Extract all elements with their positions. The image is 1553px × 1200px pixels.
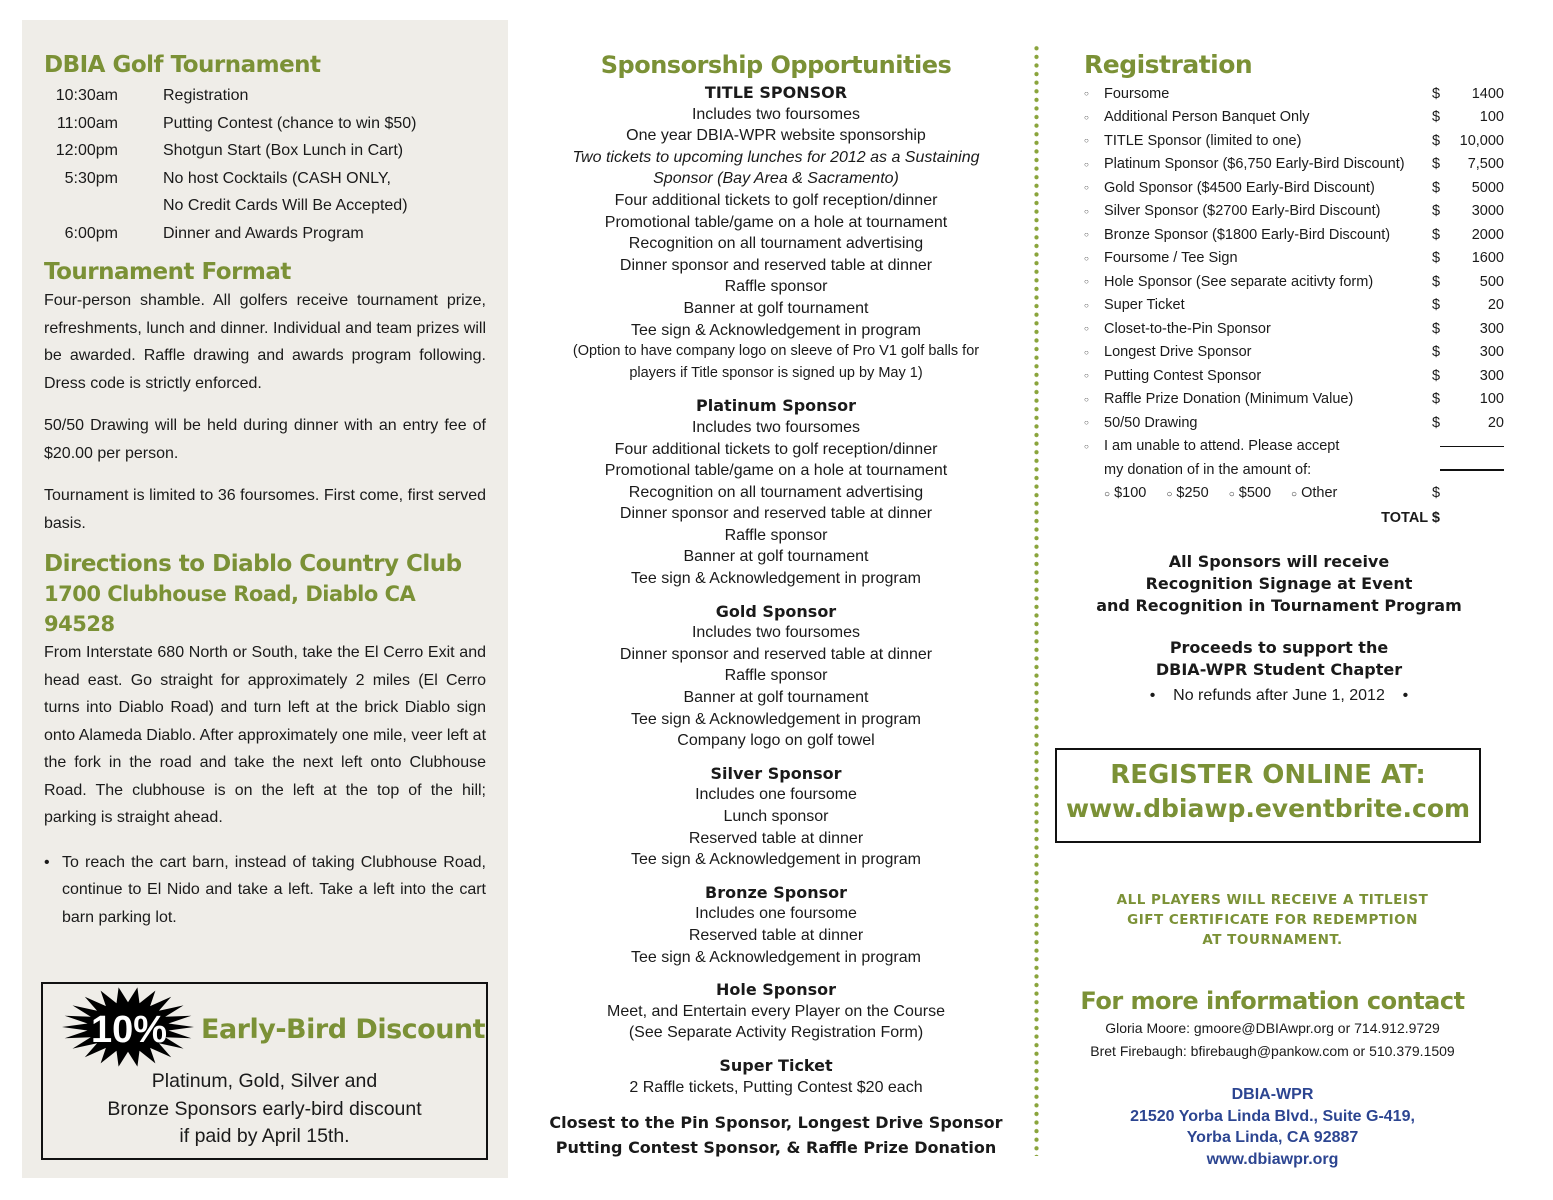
item-label: Raffle Prize Donation (Minimum Value) <box>1104 391 1354 408</box>
early-bird-line: if paid by April 15th. <box>179 1125 350 1147</box>
contact-bret: Bret Firebaugh: bfirebaugh@pankow.com or 510.379.1509 <box>1090 1043 1455 1059</box>
item-label: Closet-to-the-Pin Sponsor <box>1104 320 1271 337</box>
currency-sign: $ <box>1432 344 1441 361</box>
registration-item[interactable] <box>1084 106 1504 130</box>
sponsor-benefit: Reserved table at dinner <box>688 829 864 847</box>
sponsor-benefit: Lunch sponsor <box>723 808 829 825</box>
item-amount: 20 <box>1487 297 1504 314</box>
recognition-line: and Recognition in Tournament Program <box>1096 596 1462 615</box>
schedule <box>44 82 486 247</box>
refund-note: • No refunds after June 1, 2012 • <box>1149 687 1409 704</box>
checkbox[interactable]: ○ <box>1084 324 1089 334</box>
item-amount: 300 <box>1479 344 1504 361</box>
sponsor-benefit: Recognition on all tournament advertising <box>628 235 924 253</box>
item-label: Hole Sponsor (See separate acitivty form) <box>1104 273 1374 290</box>
other-sponsor-line: Putting Contest Sponsor, & Raffle Prize Donation <box>555 1138 997 1158</box>
item-amount: 10,000 <box>1459 132 1504 149</box>
donation-blank[interactable] <box>1440 446 1504 447</box>
proceeds-note <box>1054 637 1504 681</box>
registration-item[interactable] <box>1084 341 1504 365</box>
other-sponsors <box>545 1110 1007 1160</box>
item-amount: 5000 <box>1471 179 1504 196</box>
sponsor-benefit: Company logo on golf towel <box>677 732 875 750</box>
cart-barn-note: • To reach the cart barn, instead of taking Clubhouse Road, continue to El Nido and take a left. Take a left into the cart barn parking lot. <box>44 849 486 932</box>
sponsor-heading: Silver Sponsor <box>710 763 842 783</box>
donation-option-radio[interactable]: ○ Other <box>1291 485 1338 502</box>
currency-sign: $ <box>1432 203 1441 220</box>
registration-column: Registration ○ Foursome $ 1400 ○ Additional Person Banquet Only $ 100 ○ TITLE Sponsor (limited to one) $ 10,000 ○ Platinum Sponsor ($6,750 Early-Bird Discount) $ 7,500 ○ Gold Sponsor ($4500 Early-Bird Discount) $ 5000 ○ Silver Sponsor ($2700 Early-Bird Discount) $ 3000 ○ Bronze Sponsor ($1800 Early-Bird Discount) $ 2000 ○ Foursome / Tee Sign $ 1600 ○ Hole Sponsor (See separate acitivty form) $ 500 ○ Super Ticket $ 20 ○ Closet-to-the-Pin Sponsor $ 300 ○ Longest Drive Sponsor $ 300 ○ Putting Contest Sponsor $ 300 ○ Raffle Prize Donation (Minimum Value) $ 100 ○ 50/50 Drawing $ 20 ○ I am unable to attend. Please accept my donation of in the amount of: ○ $100 ○ $250 ○ $500 ○ Other $ TOTAL $ All Sponsors will receive Recognition Signage at Event and Recognition in Tournament Program Proceeds to support the DBIA-WPR Student Chapter • No refunds after June 1, 2012 • <box>1084 50 1504 705</box>
starburst-icon <box>61 986 196 1068</box>
early-bird-line: Platinum, Gold, Silver and <box>151 1070 378 1092</box>
drawing-paragraph: 50/50 Drawing will be held during dinner with an entry fee of $20.00 per person. <box>44 417 486 462</box>
sponsorship-column <box>545 50 1007 1160</box>
register-link[interactable]: www.dbiawp.eventbrite.com <box>1065 794 1471 823</box>
organization-address <box>1055 1084 1490 1170</box>
currency-sign: $ <box>1432 250 1441 267</box>
schedule-event: No host Cocktails (CASH ONLY, <box>163 169 391 187</box>
sponsor-benefit: Banner at golf tournament <box>683 299 869 317</box>
currency-sign: $ <box>1432 156 1441 173</box>
sponsor-benefit: Recognition on all tournament advertising <box>628 483 924 501</box>
item-label: Foursome / Tee Sign <box>1104 250 1238 267</box>
item-amount: 500 <box>1479 273 1504 290</box>
registration-item[interactable] <box>1084 270 1504 294</box>
item-amount: 300 <box>1479 367 1504 384</box>
item-label: 50/50 Drawing <box>1104 414 1198 431</box>
sponsor-benefit: Dinner sponsor and reserved table at dinner <box>619 505 933 523</box>
sponsor-heading: Gold Sponsor <box>715 601 837 621</box>
sponsor-benefit: (See Separate Activity Registration Form) <box>628 1024 924 1042</box>
donation-blank-2[interactable] <box>1440 469 1504 471</box>
sponsor-benefit: Banner at golf tournament <box>683 689 869 707</box>
currency-sign: $ <box>1432 273 1441 290</box>
item-amount: 3000 <box>1471 203 1504 220</box>
schedule-time: 11:00am <box>56 114 118 132</box>
sponsor-benefit: Includes one foursome <box>695 786 857 804</box>
currency-sign: $ <box>1432 367 1441 384</box>
dotted-divider <box>1034 44 1039 1156</box>
item-amount: 1400 <box>1471 85 1504 102</box>
checkbox[interactable]: ○ <box>1084 371 1089 381</box>
sponsor-benefit: Banner at golf tournament <box>683 548 869 566</box>
item-amount: 7,500 <box>1467 156 1504 173</box>
sponsor-heading: TITLE SPONSOR <box>704 83 848 102</box>
item-label: Longest Drive Sponsor <box>1104 344 1252 361</box>
registration-form <box>1084 82 1504 435</box>
donation-options <box>1084 485 1432 501</box>
register-label: REGISTER ONLINE AT: <box>1110 760 1426 790</box>
address-line[interactable]: www.dbiawpr.org <box>1206 1150 1339 1168</box>
registration-item[interactable] <box>1084 82 1504 106</box>
sponsor-benefit: Tee sign & Acknowledgement in program <box>631 570 921 588</box>
schedule-event: Putting Contest (chance to win $50) <box>163 114 417 132</box>
early-bird-line: Bronze Sponsors early-bird discount <box>107 1097 422 1120</box>
sponsor-benefit: (Option to have company logo on sleeve of Pro V1 golf balls for <box>572 343 980 360</box>
recognition-note <box>1054 551 1504 617</box>
directions-title: Directions to Diablo Country Club <box>44 551 462 577</box>
registration-item[interactable] <box>1084 411 1504 435</box>
donation-label: I am unable to attend. Please accept <box>1104 438 1340 455</box>
currency-sign: $ <box>1432 297 1441 314</box>
sponsor-benefit: Includes one foursome <box>695 905 857 923</box>
checkbox[interactable]: ○ <box>1084 253 1089 263</box>
proceeds-line: DBIA-WPR Student Chapter <box>1155 660 1403 679</box>
sponsor-benefit: Two tickets to upcoming lunches for 2012 as a Sustaining <box>572 148 980 166</box>
sponsor-benefit: Tee sign & Acknowledgement in program <box>631 710 921 728</box>
item-label: Putting Contest Sponsor <box>1104 367 1262 384</box>
sponsor-benefit: Includes two foursomes <box>691 105 861 123</box>
donation-label-2: my donation of in the amount of: <box>1104 461 1312 478</box>
item-label: Platinum Sponsor ($6,750 Early-Bird Discount) <box>1104 156 1405 173</box>
bullet-icon: • <box>44 853 50 871</box>
contact-gloria: Gloria Moore: gmoore@DBIAwpr.org or 714.912.9729 <box>1105 1020 1440 1036</box>
item-label: Gold Sponsor ($4500 Early-Bird Discount) <box>1104 179 1375 196</box>
item-amount: 2000 <box>1471 226 1504 243</box>
sponsor-benefit: Four additional tickets to golf reception/dinner <box>614 440 938 458</box>
checkbox[interactable]: ○ <box>1084 89 1089 99</box>
registration-item[interactable] <box>1084 129 1504 153</box>
contact-section <box>1055 985 1490 1063</box>
checkbox[interactable]: ○ <box>1084 394 1089 404</box>
sponsor-benefit: Promotional table/game on a hole at tournament <box>604 213 948 231</box>
registration-title: Registration <box>1084 50 1253 79</box>
currency-sign: $ <box>1432 320 1441 337</box>
contact-title: For more information contact <box>1080 987 1465 1015</box>
currency-sign: $ <box>1432 132 1441 149</box>
sponsor-heading: Platinum Sponsor <box>696 396 856 416</box>
recognition-line: All Sponsors will receive <box>1168 552 1390 571</box>
sponsor-benefit: Includes two foursomes <box>691 624 861 642</box>
other-sponsor-line: Closest to the Pin Sponsor, Longest Drive Sponsor <box>549 1113 1003 1133</box>
early-bird-text <box>43 1068 486 1151</box>
registration-item[interactable] <box>1084 364 1504 388</box>
titleist-note <box>1055 890 1490 950</box>
donation-option-radio[interactable]: ○ $500 <box>1228 485 1272 502</box>
discount-badge: 10% <box>90 1009 168 1051</box>
schedule-event: Registration <box>163 87 249 104</box>
registration-item[interactable] <box>1084 223 1504 247</box>
tournament-title: DBIA Golf Tournament <box>44 52 321 78</box>
directions-address: 1700 Clubhouse Road, Diablo CA 94528 <box>44 582 416 636</box>
sponsor-heading: Bronze Sponsor <box>705 882 847 902</box>
titleist-line: ALL PLAYERS WILL RECEIVE A TITLEIST <box>1116 892 1429 908</box>
schedule-event: Dinner and Awards Program <box>163 224 364 242</box>
registration-item[interactable] <box>1084 200 1504 224</box>
address-line: 21520 Yorba Linda Blvd., Suite G-419, <box>1130 1107 1415 1125</box>
sponsor-benefit: Meet, and Entertain every Player on the Course <box>607 1002 945 1020</box>
item-amount: 100 <box>1479 391 1504 408</box>
item-amount: 1600 <box>1471 250 1504 267</box>
item-label: Super Ticket <box>1104 297 1185 314</box>
currency-sign: $ <box>1432 414 1441 431</box>
currency-sign: $ <box>1432 391 1441 408</box>
sponsor-benefit: Raffle sponsor <box>724 667 828 685</box>
sponsor-benefit: Dinner sponsor and reserved table at dinner <box>619 645 933 663</box>
sponsor-benefit: 2 Raffle tickets, Putting Contest $20 each <box>629 1078 923 1096</box>
schedule-time: 5:30pm <box>64 169 118 187</box>
recognition-line: Recognition Signage at Event <box>1145 574 1413 593</box>
schedule-time: 10:30am <box>55 87 118 104</box>
currency-sign: $ <box>1432 226 1441 243</box>
sponsor-benefit: Promotional table/game on a hole at tournament <box>604 462 948 480</box>
checkbox[interactable]: ○ <box>1084 183 1089 193</box>
sponsor-benefit: Tee sign & Acknowledgement in program <box>631 851 921 869</box>
checkbox[interactable]: ○ <box>1084 347 1089 357</box>
schedule-event: No Credit Cards Will Be Accepted) <box>163 197 408 214</box>
donation-option-radio[interactable]: ○ $100 <box>1104 485 1147 502</box>
format-title: Tournament Format <box>44 259 291 285</box>
currency-sign: $ <box>1432 85 1441 102</box>
registration-item[interactable] <box>1084 294 1504 318</box>
sponsor-benefit: Includes two foursomes <box>691 418 861 436</box>
item-label: Additional Person Banquet Only <box>1104 109 1310 126</box>
sponsor-benefit: Reserved table at dinner <box>688 926 864 944</box>
checkbox[interactable]: ○ <box>1084 159 1089 169</box>
address-line: DBIA-WPR <box>1231 1086 1314 1103</box>
schedule-time: 6:00pm <box>64 224 118 242</box>
checkbox[interactable]: ○ <box>1084 418 1089 428</box>
titleist-line: GIFT CERTIFICATE FOR REDEMPTION <box>1127 912 1418 928</box>
register-online-box <box>1055 748 1481 843</box>
schedule-event: Shotgun Start (Box Lunch in Cart) <box>163 142 404 159</box>
sponsor-benefit: Sponsor (Bay Area & Sacramento) <box>653 170 899 188</box>
currency-sign: $ <box>1432 109 1441 126</box>
registration-item[interactable] <box>1084 317 1504 341</box>
checkbox[interactable]: ○ <box>1084 206 1089 216</box>
registration-item[interactable] <box>1084 176 1504 200</box>
directions-text: From Interstate 680 North or South, take the El Cerro Exit and head east. Go straight for approximately 2 miles (El Cerro turns into Diablo Road) and turn left at the brick Diablo sign onto Alameda Diablo. After approximately one mile, veer left at the fork in the road and take the next left onto Clubhouse Road. The clubhouse is on the left at the top of the hill; parking is straight ahead. <box>44 644 487 826</box>
item-amount: 100 <box>1479 109 1504 126</box>
proceeds-line: Proceeds to support the <box>1169 638 1389 657</box>
left-column <box>44 50 486 931</box>
sponsor-benefit: Dinner sponsor and reserved table at dinner <box>619 256 933 274</box>
registration-item[interactable] <box>1084 388 1504 412</box>
donation-option-radio[interactable]: ○ $250 <box>1166 485 1209 502</box>
item-amount: 20 <box>1487 414 1504 431</box>
sponsor-heading: Hole Sponsor <box>715 980 837 1000</box>
format-paragraph: Four-person shamble. All golfers receive tournament prize, refreshments, lunch and dinner. Individual and team prizes will be awarded. Raffle drawing and awards program following. Dress code is strictly enforced. <box>44 292 486 392</box>
sponsorship-title: Sponsorship Opportunities <box>600 51 952 79</box>
sponsor-benefit: Tee sign & Acknowledgement in program <box>631 948 921 966</box>
item-amount: 300 <box>1479 320 1504 337</box>
item-label: TITLE Sponsor (limited to one) <box>1104 132 1302 149</box>
checkbox[interactable]: ○ <box>1084 277 1089 287</box>
checkbox[interactable]: ○ <box>1084 300 1089 310</box>
limit-paragraph: Tournament is limited to 36 foursomes. First come, first served basis. <box>44 487 486 532</box>
registration-item[interactable] <box>1084 153 1504 177</box>
sponsor-benefit: Raffle sponsor <box>724 526 828 544</box>
early-bird-box <box>41 982 488 1160</box>
checkbox[interactable]: ○ <box>1084 112 1089 122</box>
early-bird-title: Early-Bird Discount <box>201 1014 486 1045</box>
sponsor-heading: Super Ticket <box>719 1055 833 1075</box>
schedule-time <box>44 192 144 220</box>
checkbox[interactable]: ○ <box>1084 136 1089 146</box>
checkbox[interactable]: ○ <box>1084 230 1089 240</box>
item-label: Foursome <box>1104 85 1170 102</box>
currency-sign: $ <box>1432 179 1441 196</box>
sponsor-benefit: Four additional tickets to golf reception/dinner <box>614 191 938 209</box>
registration-item[interactable] <box>1084 247 1504 271</box>
sponsor-benefit: Raffle sponsor <box>724 278 828 296</box>
sponsor-benefit: players if Title sponsor is signed up by May 1) <box>629 364 923 381</box>
item-label: Bronze Sponsor ($1800 Early-Bird Discount) <box>1104 226 1391 243</box>
checkbox[interactable]: ○ <box>1084 441 1089 451</box>
total-label: TOTAL $ <box>1381 510 1440 526</box>
item-label: Silver Sponsor ($2700 Early-Bird Discount) <box>1104 203 1381 220</box>
titleist-line: AT TOURNAMENT. <box>1202 932 1343 948</box>
address-line: Yorba Linda, CA 92887 <box>1186 1129 1359 1146</box>
sponsor-benefit: One year DBIA-WPR website sponsorship <box>626 127 926 145</box>
sponsor-benefit: Tee sign & Acknowledgement in program <box>631 321 921 339</box>
schedule-time: 12:00pm <box>55 142 118 159</box>
